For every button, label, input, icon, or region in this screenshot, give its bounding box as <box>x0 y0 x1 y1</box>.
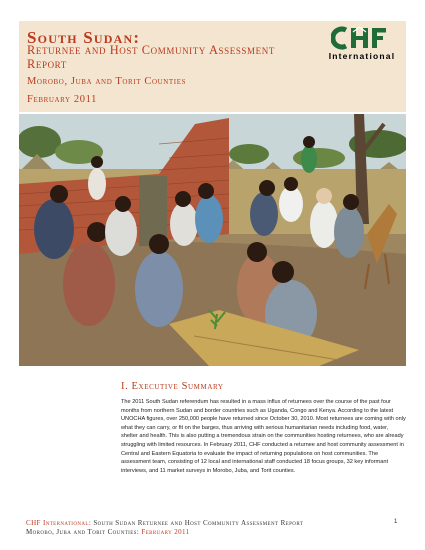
footer-report-line <box>26 519 303 527</box>
footer-org: CHF International: <box>26 519 92 527</box>
section-body: The 2011 South Sudan referendum has resulted in a mass influx of returnees over the course of the past four months from northern Sudan and border countries such as Uganda, Congo and Kenya. According to the latest UNOCHA figures, over 250,000 people have returned since October 30, 2010. Most returnees are coming with only what they can carry, or fit on the barges, thus arriving with serious humanitarian needs including food, water, shelter and health. This is also putting a tremendous strain on the communities hosting returnees, who are already struggling with limited resources. In February 2011, CHF conducted a returnee and host community assessment in Central and Eastern Equatoria to evaluate the impact of returning populations on host communities. The assessment team, consisting of 12 local and international staff conducted 18 focus groups, 32 key informant interviews, and 11 market surveys in Morobo, Juba, and Torit counties. <box>121 399 406 474</box>
executive-summary <box>121 381 406 475</box>
document-subtitle: Returnee and Host Community Assessment Report <box>27 43 275 71</box>
footer-locations: Morobo, Juba and Torit Counties: <box>26 528 140 536</box>
document-date: February 2011 <box>27 94 97 105</box>
chf-logo-mark <box>331 26 395 50</box>
footer-date: February 2011 <box>141 528 190 536</box>
page-number: 1 <box>394 519 398 525</box>
cover-photo <box>19 114 406 366</box>
footer-location-line <box>26 528 190 536</box>
section-heading: I. Executive Summary <box>121 381 224 392</box>
document-locations: Morobo, Juba and Torit Counties <box>27 76 187 87</box>
title-header <box>19 21 406 112</box>
chf-logo-text: International <box>328 51 396 61</box>
footer-report-title: South Sudan Returnee and Host Community Assessment Report <box>93 519 304 527</box>
chf-logo <box>322 26 402 60</box>
document-title: South Sudan: <box>27 28 141 47</box>
